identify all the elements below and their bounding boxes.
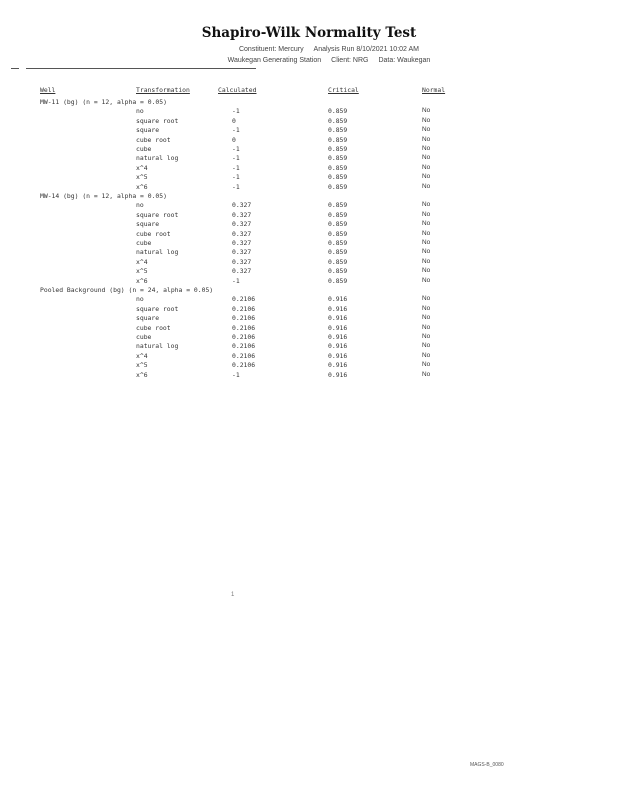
critical-cell: 0.916 (328, 370, 348, 379)
group-header: MW-14 (bg) (n = 12, alpha = 0.05) (40, 192, 167, 200)
normal-cell: No (422, 323, 431, 331)
critical-cell: 0.859 (328, 229, 348, 238)
page-mark: 1 (231, 592, 235, 598)
report-subtitle-line1 (20, 46, 618, 53)
calculated-cell: 0.327 (232, 257, 252, 266)
calculated-cell: 0.2106 (232, 351, 256, 360)
normal-cell: No (422, 361, 431, 369)
critical-cell: 0.916 (328, 304, 348, 313)
data-label: Data: Waukegan (378, 57, 431, 64)
critical-cell: 0.859 (328, 267, 348, 276)
transformation-cell: cube root (136, 135, 171, 144)
table-row (0, 371, 618, 380)
normal-cell: No (422, 201, 431, 209)
normal-cell: No (422, 220, 431, 228)
calculated-cell: 0.327 (232, 210, 252, 219)
client-label: Client: NRG (331, 57, 369, 64)
transformation-cell: cube root (136, 229, 171, 238)
col-header-normal: Normal (422, 86, 446, 94)
transformation-cell: cube (136, 333, 152, 341)
table-row (0, 267, 618, 276)
calculated-cell: 0.327 (232, 229, 252, 238)
normal-cell: No (422, 229, 431, 237)
bates-footer: MAGS-B_0080 (470, 762, 504, 768)
calculated-cell: -1 (232, 182, 240, 191)
constituent-label: Constituent: Mercury (238, 46, 304, 53)
calculated-cell: -1 (232, 173, 240, 182)
normal-cell: No (422, 304, 431, 312)
group-header-row (0, 192, 618, 201)
transformation-cell: x^6 (136, 182, 148, 191)
calculated-cell: 0.2106 (232, 323, 256, 332)
normal-cell: No (422, 126, 431, 134)
table-row (0, 333, 618, 342)
calculated-cell: 0.2106 (232, 314, 256, 323)
table-row (0, 314, 618, 323)
table-row (0, 361, 618, 370)
critical-cell: 0.859 (328, 182, 348, 191)
calculated-cell: 0.327 (232, 239, 252, 247)
report-title: Shapiro-Wilk Normality Test (201, 25, 417, 41)
critical-cell: 0.859 (328, 163, 348, 172)
transformation-cell: x^6 (136, 276, 148, 285)
critical-cell: 0.859 (328, 173, 348, 182)
calculated-cell: -1 (232, 370, 240, 379)
col-header-well: Well (40, 86, 56, 94)
transformation-cell: x^6 (136, 370, 148, 379)
table-row (0, 126, 618, 135)
table-row (0, 324, 618, 333)
table-row (0, 173, 618, 182)
critical-cell: 0.859 (328, 145, 348, 153)
normal-cell: No (422, 370, 431, 378)
normal-cell: No (422, 145, 431, 152)
col-header-calculated: Calculated (218, 86, 257, 94)
critical-cell: 0.916 (328, 342, 348, 351)
normal-cell: No (422, 276, 431, 284)
normal-cell: No (422, 248, 431, 256)
transformation-cell: square root (136, 304, 179, 313)
transformation-cell: no (136, 107, 144, 116)
calculated-cell: -1 (232, 163, 240, 172)
col-header-transformation: Transformation (136, 86, 190, 94)
normal-cell: No (422, 182, 431, 190)
table-row (0, 248, 618, 257)
critical-cell: 0.916 (328, 333, 348, 341)
table-row (0, 201, 618, 210)
calculated-cell: 0 (232, 135, 236, 144)
calculated-cell: -1 (232, 126, 240, 135)
critical-cell: 0.916 (328, 314, 348, 323)
group-header: MW-11 (bg) (n = 12, alpha = 0.05) (40, 98, 167, 106)
transformation-cell: x^5 (136, 361, 148, 370)
transformation-cell: x^4 (136, 163, 148, 172)
transformation-cell: cube (136, 145, 152, 153)
calculated-cell: -1 (232, 154, 240, 163)
calculated-cell: 0.2106 (232, 304, 256, 313)
critical-cell: 0.859 (328, 248, 348, 257)
normal-cell: No (422, 173, 431, 181)
normal-cell: No (422, 314, 431, 322)
table-row (0, 230, 618, 239)
col-header-critical: Critical (328, 86, 359, 94)
calculated-cell: 0.327 (232, 267, 252, 276)
table-row (0, 136, 618, 145)
critical-cell: 0.859 (328, 126, 348, 135)
normal-cell: No (422, 154, 431, 162)
normal-cell: No (422, 163, 431, 171)
critical-cell: 0.916 (328, 295, 348, 304)
table-row (0, 183, 618, 192)
transformation-cell: x^4 (136, 351, 148, 360)
analysis-run-label: Analysis Run 8/10/2021 10:02 AM (313, 46, 419, 53)
table-row (0, 239, 618, 248)
table-row (0, 164, 618, 173)
normal-cell: No (422, 267, 431, 275)
critical-cell: 0.859 (328, 116, 348, 125)
calculated-cell: 0.327 (232, 201, 252, 210)
table-row (0, 258, 618, 267)
normal-cell: No (422, 107, 431, 115)
margin-dash (11, 68, 19, 69)
table-row (0, 211, 618, 220)
table-row (0, 154, 618, 163)
transformation-cell: natural log (136, 248, 179, 257)
calculated-cell: 0.327 (232, 220, 252, 229)
table-row (0, 277, 618, 286)
calculated-cell: 0.2106 (232, 333, 256, 341)
header-rule (26, 68, 256, 69)
group-header-row (0, 286, 618, 295)
table-row (0, 220, 618, 229)
transformation-cell: square (136, 314, 160, 323)
transformation-cell: square (136, 220, 160, 229)
table-row (0, 295, 618, 304)
normal-cell: No (422, 351, 431, 359)
normal-cell: No (422, 135, 431, 143)
transformation-cell: x^4 (136, 257, 148, 266)
transformation-cell: no (136, 295, 144, 304)
critical-cell: 0.859 (328, 107, 348, 116)
normal-cell: No (422, 210, 431, 218)
table-row (0, 107, 618, 116)
critical-cell: 0.916 (328, 351, 348, 360)
group-header-row (0, 98, 618, 107)
calculated-cell: 0.327 (232, 248, 252, 257)
table-row (0, 342, 618, 351)
calculated-cell: 0.2106 (232, 295, 256, 304)
table-row (0, 117, 618, 126)
site-label: Waukegan Generating Station (227, 57, 322, 64)
critical-cell: 0.859 (328, 276, 348, 285)
transformation-cell: natural log (136, 154, 179, 163)
transformation-cell: natural log (136, 342, 179, 351)
transformation-cell: x^5 (136, 173, 148, 182)
table-row (0, 352, 618, 361)
transformation-cell: square (136, 126, 160, 135)
transformation-cell: cube (136, 239, 152, 247)
calculated-cell: 0 (232, 116, 236, 125)
transformation-cell: cube root (136, 323, 171, 332)
critical-cell: 0.916 (328, 361, 348, 370)
transformation-cell: x^5 (136, 267, 148, 276)
critical-cell: 0.859 (328, 239, 348, 247)
table-row (0, 305, 618, 314)
transformation-cell: square root (136, 116, 179, 125)
normal-cell: No (422, 116, 431, 124)
normal-cell: No (422, 257, 431, 265)
critical-cell: 0.859 (328, 201, 348, 210)
calculated-cell: -1 (232, 107, 240, 116)
critical-cell: 0.859 (328, 257, 348, 266)
transformation-cell: square root (136, 210, 179, 219)
calculated-cell: 0.2106 (232, 361, 256, 370)
calculated-cell: 0.2106 (232, 342, 256, 351)
report-subtitle-line2 (20, 57, 618, 64)
group-header: Pooled Background (bg) (n = 24, alpha = 0.05) (40, 286, 214, 294)
calculated-cell: -1 (232, 145, 240, 153)
normal-cell: No (422, 342, 431, 350)
normal-cell: No (422, 333, 431, 340)
table-row (0, 145, 618, 154)
critical-cell: 0.859 (328, 210, 348, 219)
transformation-cell: no (136, 201, 144, 210)
critical-cell: 0.859 (328, 154, 348, 163)
critical-cell: 0.859 (328, 220, 348, 229)
calculated-cell: -1 (232, 276, 240, 285)
normal-cell: No (422, 295, 431, 303)
critical-cell: 0.859 (328, 135, 348, 144)
normal-cell: No (422, 239, 431, 246)
critical-cell: 0.916 (328, 323, 348, 332)
